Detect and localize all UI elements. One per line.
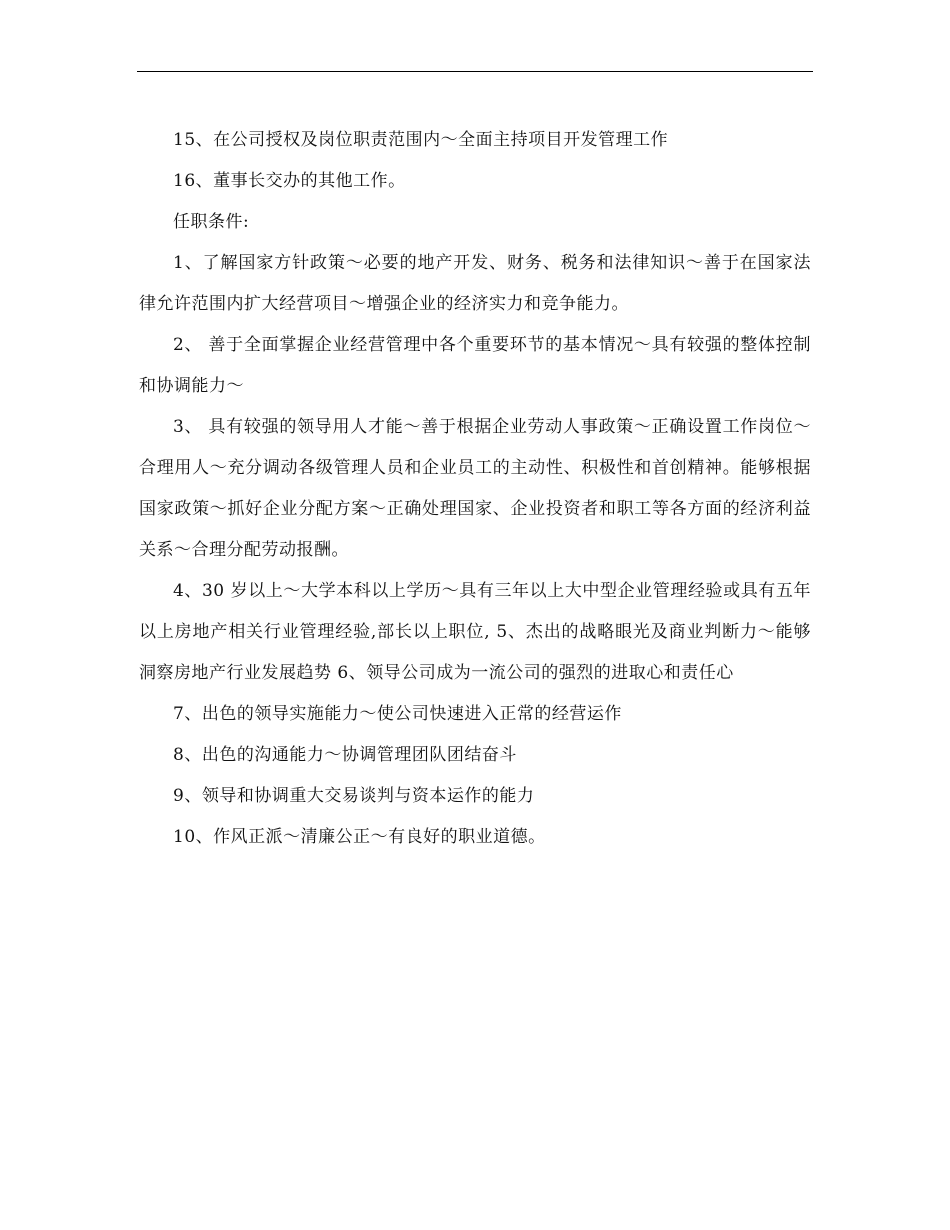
paragraph-requirement-7: 7、出色的领导实施能力～使公司快速进入正常的经营运作 bbox=[173, 704, 622, 724]
paragraph-requirement-2: 2、 善于全面掌握企业经营管理中各个重要环节的基本情况～具有较强的整体控制和协调能力～ bbox=[139, 335, 811, 396]
paragraph-requirement-1: 1、了解国家方针政策～必要的地产开发、财务、税务和法律知识～善于在国家法律允许范围内扩大经营项目～增强企业的经济实力和竞争能力。 bbox=[139, 253, 811, 314]
header-rule bbox=[137, 71, 813, 72]
paragraph-requirement-9: 9、领导和协调重大交易谈判与资本运作的能力 bbox=[173, 786, 535, 806]
document-body bbox=[139, 120, 811, 858]
paragraph-requirement-10: 10、作风正派～清廉公正～有良好的职业道德。 bbox=[173, 827, 546, 847]
paragraph-requirement-8: 8、出色的沟通能力～协调管理团队团结奋斗 bbox=[173, 745, 517, 765]
paragraph-requirement-3: 3、 具有较强的领导用人才能～善于根据企业劳动人事政策～正确设置工作岗位～合理用人～充分调动各级管理人员和企业员工的主动性、积极性和首创精神。能够根据国家政策～抓好企业分配方案～正确处理国家、企业投资者和职工等各方面的经济利益关系～合理分配劳动报酬。 bbox=[139, 417, 811, 560]
paragraph-duty-16: 16、董事长交办的其他工作。 bbox=[173, 171, 406, 191]
paragraph-duty-15: 15、在公司授权及岗位职责范围内～全面主持项目开发管理工作 bbox=[173, 130, 669, 150]
section-heading-requirements: 任职条件: bbox=[173, 212, 250, 232]
paragraph-requirement-4-6: 4、30 岁以上～大学本科以上学历～具有三年以上大中型企业管理经验或具有五年以上房地产相关行业管理经验,部长以上职位, 5、杰出的战略眼光及商业判断力～能够洞察房地产行业发展趋势 6、领导公司成为一流公司的强烈的进取心和责任心 bbox=[139, 581, 811, 683]
